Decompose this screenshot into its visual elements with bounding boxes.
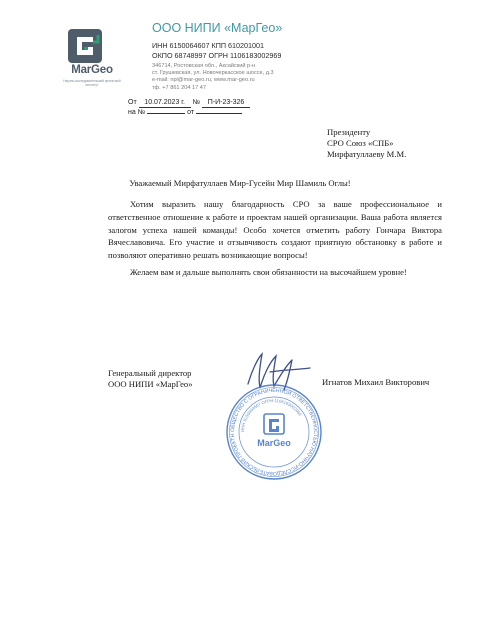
- ref-number: П-И-23-326: [202, 99, 250, 108]
- signer-position: [108, 368, 193, 391]
- ref-on-label: на №: [128, 109, 146, 116]
- ref-from2-value: [196, 113, 242, 114]
- address-line: 346714, Ростовская обл., Аксайский р-н: [152, 63, 256, 69]
- addressee-line: Президенту: [327, 127, 371, 137]
- signer-title: Генеральный директор: [108, 368, 192, 378]
- seal-icon: [222, 380, 326, 484]
- seal-outer-text: ОБЩЕСТВО С ОГРАНИЧЕННОЙ ОТВЕТСТВЕННОСТЬЮ НАУЧНО-ИССЛЕДОВАТЕЛЬСКИЙ ПРОЕКТН: [229, 387, 319, 477]
- ref-from2-label: от: [187, 109, 195, 116]
- company-seal: [222, 380, 326, 489]
- addressee-line: Мирфатуллаеву М.М.: [327, 149, 407, 160]
- logo-mark-icon: [60, 27, 124, 67]
- company-address: [152, 63, 274, 92]
- logo-name: MarGeo: [71, 64, 113, 76]
- signer-company: ООО НИПИ «МарГео»: [108, 379, 193, 390]
- ref-on-number: [147, 113, 185, 114]
- addressee-line: СРО Союз «СПБ»: [327, 138, 394, 149]
- letter-body: [108, 198, 442, 279]
- seal-center-text: MarGeo: [257, 438, 291, 448]
- company-name: ООО НИПИ «МарГео»: [152, 21, 283, 35]
- outgoing-reference: [128, 98, 250, 118]
- reg-line: ОКПО 68748997 ОГРН 1106183002969: [152, 50, 282, 60]
- body-paragraph: Желаем вам и дальше выполнять свои обязанности на высочайшем уровне!: [130, 266, 407, 277]
- address-line: тф. +7 861 204 17 47: [152, 84, 206, 91]
- body-paragraph: Хотим выразить нашу благодарность СРО за ваше профессиональное и ответственное отношение к работе и проектам нашей организации. Ваша работа является залогом успеха нашей команды! Особо хочется отметить работу Гончара Виктора Вячеславовича. Его участие и отзывчивость создают приятную обстановку в работе и позволяют оперативно решать возникающие вопросы!: [108, 199, 442, 261]
- reg-line: ИНН 6150064607 КПП 610201001: [152, 41, 265, 50]
- ref-date: 10.07.2023 г.: [139, 99, 191, 108]
- ref-no-label: №: [192, 99, 201, 106]
- address-line: ст. Грушевская, ул. Новочеркасское шоссе, д.3: [152, 70, 274, 77]
- greeting: Уважаемый Мирфатуллаев Мир-Гусейн Мир Шамиль Оглы!: [129, 178, 351, 188]
- signer-name: Игнатов Михаил Викторович: [322, 377, 430, 387]
- ref-from-label: От: [128, 99, 137, 106]
- address-line: e-mail: npi@mar-geo.ru, www.mar-geo.ru: [152, 77, 255, 84]
- logo-tagline: Научно-исследовательский проектный институт: [63, 79, 121, 87]
- addressee-block: [327, 127, 406, 161]
- registration-info: [152, 41, 281, 60]
- seal-inner-text: ИНН 6150064607 ОГРН 1106183002969: [239, 397, 303, 433]
